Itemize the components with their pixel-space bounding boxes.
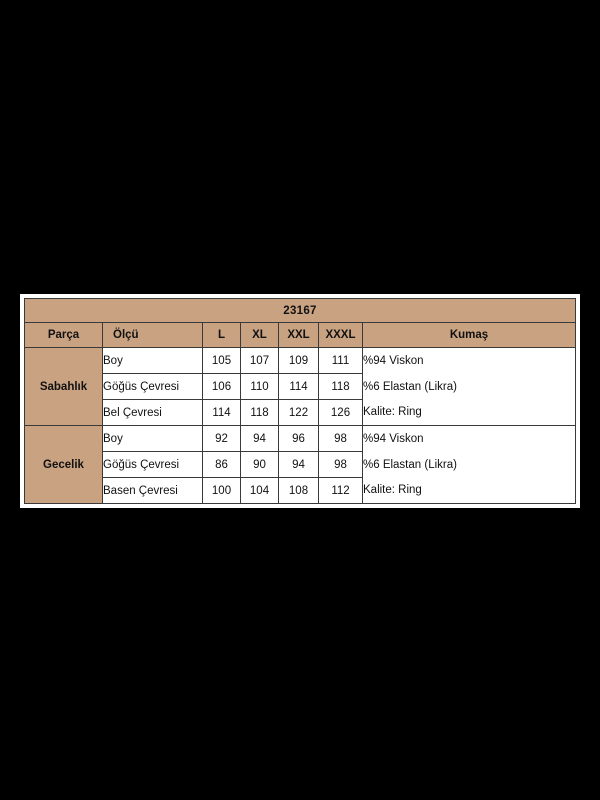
row-value: 90	[241, 452, 279, 478]
table-row	[25, 400, 576, 426]
size-chart-container	[20, 294, 580, 508]
row-value: 98	[319, 452, 363, 478]
header-size-xxxl: XXXL	[319, 323, 363, 348]
header-part: Parça	[25, 323, 103, 348]
row-value: 122	[279, 400, 319, 426]
fabric-line: Kalite: Ring	[363, 478, 576, 504]
header-size-xxl: XXL	[279, 323, 319, 348]
row-value: 86	[203, 452, 241, 478]
header-fabric: Kumaş	[363, 323, 576, 348]
header-measure: Ölçü	[103, 323, 203, 348]
row-value: 105	[203, 348, 241, 374]
size-chart-table	[24, 298, 576, 504]
group-name-gecelik: Gecelik	[25, 426, 103, 504]
table-row	[25, 426, 576, 452]
row-label: Göğüs Çevresi	[103, 452, 203, 478]
fabric-line: %6 Elastan (Likra)	[363, 452, 576, 478]
row-value: 114	[203, 400, 241, 426]
row-label: Bel Çevresi	[103, 400, 203, 426]
row-value: 96	[279, 426, 319, 452]
table-row	[25, 374, 576, 400]
row-value: 108	[279, 478, 319, 504]
row-value: 107	[241, 348, 279, 374]
row-label: Göğüs Çevresi	[103, 374, 203, 400]
table-row	[25, 452, 576, 478]
row-value: 126	[319, 400, 363, 426]
table-title-row	[25, 299, 576, 323]
row-label: Basen Çevresi	[103, 478, 203, 504]
row-value: 111	[319, 348, 363, 374]
header-size-l: L	[203, 323, 241, 348]
row-value: 92	[203, 426, 241, 452]
fabric-line: Kalite: Ring	[363, 400, 576, 426]
table-header-row	[25, 323, 576, 348]
row-value: 100	[203, 478, 241, 504]
row-value: 118	[241, 400, 279, 426]
row-value: 118	[319, 374, 363, 400]
row-label: Boy	[103, 348, 203, 374]
row-value: 106	[203, 374, 241, 400]
row-value: 112	[319, 478, 363, 504]
row-value: 104	[241, 478, 279, 504]
group-name-sabahlik: Sabahlık	[25, 348, 103, 426]
table-row	[25, 348, 576, 374]
row-value: 114	[279, 374, 319, 400]
fabric-line: %94 Viskon	[363, 426, 576, 452]
row-value: 110	[241, 374, 279, 400]
row-value: 109	[279, 348, 319, 374]
fabric-line: %94 Viskon	[363, 348, 576, 374]
row-value: 98	[319, 426, 363, 452]
product-code-title: 23167	[25, 299, 576, 323]
row-value: 94	[241, 426, 279, 452]
table-row	[25, 478, 576, 504]
row-label: Boy	[103, 426, 203, 452]
header-size-xl: XL	[241, 323, 279, 348]
row-value: 94	[279, 452, 319, 478]
fabric-line: %6 Elastan (Likra)	[363, 374, 576, 400]
